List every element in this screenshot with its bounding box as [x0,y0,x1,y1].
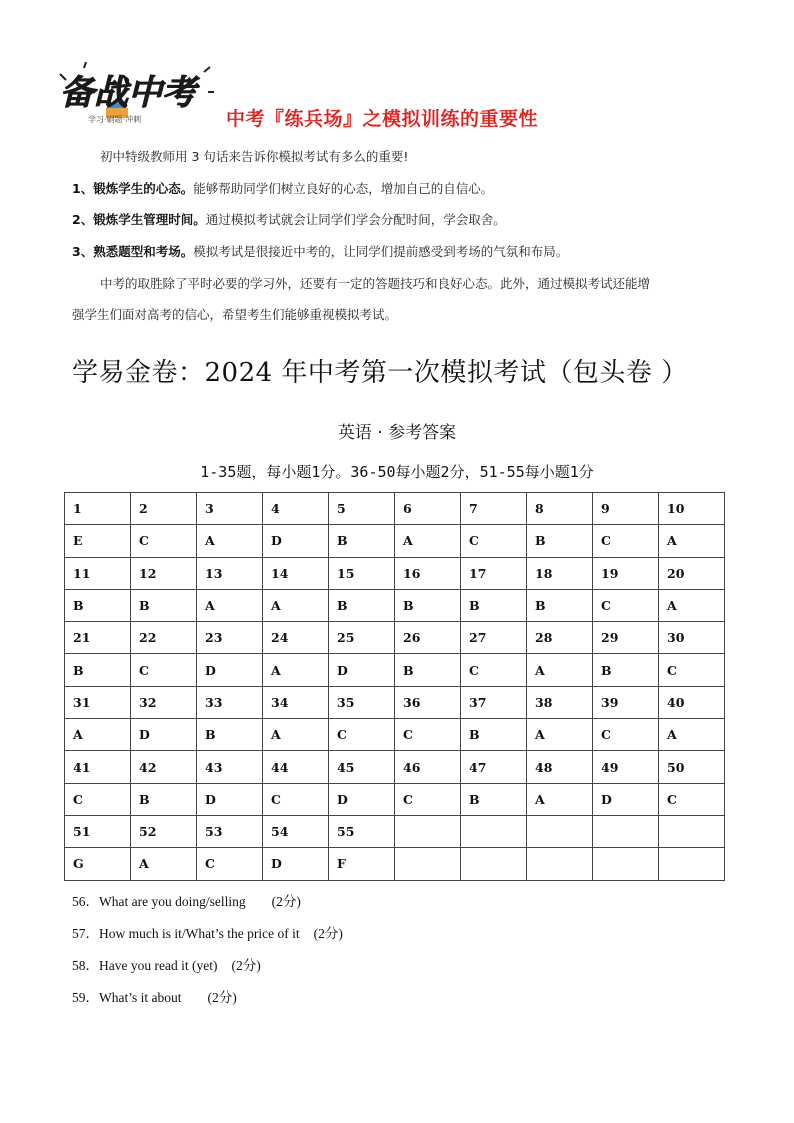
question-number-cell: 55 [329,815,395,847]
question-number-cell: 47 [461,751,527,783]
answer-cell: D [263,848,329,880]
written-answer-56 [72,890,301,910]
answer-cell: A [527,719,593,751]
question-number-cell: 15 [329,557,395,589]
promo-point-2-text: 通过模拟考试就会让同学们学会分配时间，学会取舍。 [205,212,506,227]
written-answer-number: 57． [72,926,99,941]
question-number-cell: 1 [65,493,131,525]
answer-cell: A [197,589,263,621]
question-number-cell: 50 [659,751,725,783]
promo-point-1-text: 能够帮助同学们树立良好的心态，增加自己的自信心。 [193,181,494,196]
question-number-cell: 48 [527,751,593,783]
answer-cell: C [197,848,263,880]
question-number-cell: 6 [395,493,461,525]
question-number-cell [659,815,725,847]
written-answer-59 [72,986,237,1006]
question-number-cell: 38 [527,686,593,718]
answer-cell: C [65,783,131,815]
question-number-cell: 21 [65,622,131,654]
answer-cell: A [659,719,725,751]
question-number-cell: 40 [659,686,725,718]
promo-point-3 [72,242,568,260]
question-number-cell: 4 [263,493,329,525]
written-answer-number: 59． [72,990,99,1005]
page-subtitle: 英语 · 参考答案 [337,423,457,443]
answer-cell: B [329,589,395,621]
answer-cell: A [263,654,329,686]
answer-cell [527,848,593,880]
question-number-cell: 9 [593,493,659,525]
written-answer-mark: (2分) [231,958,261,973]
question-number-cell: 44 [263,751,329,783]
answer-cell: C [395,783,461,815]
answer-cell [659,848,725,880]
answer-row [65,719,725,751]
question-number-row [65,815,725,847]
answer-cell: B [131,783,197,815]
answer-cell: B [65,589,131,621]
question-number-cell: 35 [329,686,395,718]
question-number-cell: 5 [329,493,395,525]
answer-cell [395,848,461,880]
answer-cell: C [131,654,197,686]
written-answer-mark: (2分) [313,926,343,941]
question-number-cell: 3 [197,493,263,525]
question-number-cell: 26 [395,622,461,654]
answer-cell: D [329,654,395,686]
written-answer-text: Have you read it (yet) [99,958,218,973]
promo-point-2-heading: 2、锻炼学生管理时间。 [72,212,206,227]
question-number-cell: 13 [197,557,263,589]
question-number-cell: 29 [593,622,659,654]
question-number-cell: 43 [197,751,263,783]
question-number-cell: 54 [263,815,329,847]
promo-closing-line-2: 强学生们面对高考的信心，希望考生们能够重视模拟考试。 [72,307,398,322]
question-number-cell: 10 [659,493,725,525]
answer-cell: G [65,848,131,880]
question-number-cell: 42 [131,751,197,783]
answer-cell: A [263,719,329,751]
question-number-cell [395,815,461,847]
question-number-cell: 49 [593,751,659,783]
logo [54,62,214,128]
answer-cell: A [131,848,197,880]
answer-cell: C [593,719,659,751]
answer-row [65,783,725,815]
written-answer-text: What are you doing/selling [99,894,246,909]
answer-cell: D [329,783,395,815]
answer-cell: E [65,525,131,557]
answer-cell: C [263,783,329,815]
answer-cell: C [329,719,395,751]
question-number-cell: 30 [659,622,725,654]
answer-cell: D [593,783,659,815]
question-number-cell: 12 [131,557,197,589]
question-number-row [65,557,725,589]
question-number-cell: 24 [263,622,329,654]
answer-cell: A [659,589,725,621]
answer-cell: B [329,525,395,557]
question-number-cell: 46 [395,751,461,783]
answer-cell: A [527,783,593,815]
answer-cell: B [461,783,527,815]
answer-cell: F [329,848,395,880]
question-number-cell [593,815,659,847]
answer-cell: B [527,589,593,621]
written-answer-57 [72,922,343,942]
promo-intro: 初中特级教师用 3 句话来告诉你模拟考试有多么的重要! [100,149,409,164]
answer-cell: A [65,719,131,751]
written-answer-58 [72,954,261,974]
answer-cell: A [659,525,725,557]
question-number-cell: 7 [461,493,527,525]
question-number-row [65,493,725,525]
written-answer-mark: (2分) [207,990,237,1005]
answer-cell: D [197,783,263,815]
answer-cell: C [461,654,527,686]
question-number-cell [461,815,527,847]
question-number-cell: 14 [263,557,329,589]
promo-point-3-heading: 3、熟悉题型和考场。 [72,244,194,259]
logo-text: 备战中考 [60,73,196,113]
promo-title: 中考『练兵场』之模拟训练的重要性 [226,108,539,130]
answer-cell: C [593,589,659,621]
question-number-cell: 41 [65,751,131,783]
answer-cell: A [197,525,263,557]
question-number-cell: 36 [395,686,461,718]
question-number-cell: 37 [461,686,527,718]
promo-point-1-heading: 1、锻炼学生的心态。 [72,181,194,196]
answer-row [65,525,725,557]
answer-table [64,492,725,881]
question-number-cell: 32 [131,686,197,718]
answer-cell: C [461,525,527,557]
answer-cell: B [131,589,197,621]
answer-cell: D [131,719,197,751]
answer-cell: B [461,719,527,751]
answer-cell [593,848,659,880]
promo-point-2 [72,210,506,228]
answer-cell: B [65,654,131,686]
question-number-cell: 53 [197,815,263,847]
answer-row [65,654,725,686]
page-title: 学易金卷：2024 年中考第一次模拟考试（包头卷 ） [72,358,688,388]
written-answer-text: How much is it/What’s the price of it [99,926,300,941]
question-number-cell: 51 [65,815,131,847]
answer-cell: B [527,525,593,557]
scoring-note: 1-35题，每小题1分。36-50每小题2分，51-55每小题1分 [200,463,594,481]
question-number-cell: 22 [131,622,197,654]
answer-cell: B [461,589,527,621]
answer-cell: C [131,525,197,557]
promo-closing-line-1: 中考的取胜除了平时必要的学习外，还要有一定的答题技巧和良好心态。此外，通过模拟考试还能增 [100,276,651,291]
answer-cell: A [263,589,329,621]
question-number-cell: 45 [329,751,395,783]
question-number-cell: 2 [131,493,197,525]
logo-tagline: 学习·刷题·冲刺 [88,115,142,124]
answer-cell [461,848,527,880]
question-number-cell: 11 [65,557,131,589]
question-number-cell: 34 [263,686,329,718]
answer-cell: C [659,654,725,686]
question-number-cell: 31 [65,686,131,718]
question-number-cell: 28 [527,622,593,654]
question-number-row [65,686,725,718]
question-number-cell: 25 [329,622,395,654]
written-answer-number: 58． [72,958,99,973]
question-number-cell: 20 [659,557,725,589]
question-number-row [65,751,725,783]
promo-point-1 [72,179,493,197]
question-number-cell: 39 [593,686,659,718]
written-answer-mark: (2分) [271,894,301,909]
answer-cell: A [395,525,461,557]
question-number-cell [527,815,593,847]
written-answer-number: 56． [72,894,99,909]
answer-cell: D [197,654,263,686]
answer-cell: B [395,589,461,621]
question-number-cell: 18 [527,557,593,589]
answer-cell: B [593,654,659,686]
question-number-cell: 33 [197,686,263,718]
answer-cell: C [395,719,461,751]
answer-row [65,589,725,621]
promo-point-3-text: 模拟考试是很接近中考的，让同学们提前感受到考场的气氛和布局。 [193,244,569,259]
answer-cell: B [395,654,461,686]
answer-row [65,848,725,880]
answer-cell: D [263,525,329,557]
question-number-cell: 23 [197,622,263,654]
question-number-cell: 27 [461,622,527,654]
question-number-cell: 8 [527,493,593,525]
answer-cell: C [593,525,659,557]
answer-cell: A [527,654,593,686]
question-number-cell: 17 [461,557,527,589]
question-number-cell: 52 [131,815,197,847]
answer-cell: C [659,783,725,815]
question-number-cell: 19 [593,557,659,589]
answer-cell: B [197,719,263,751]
written-answer-text: What’s it about [99,990,182,1005]
question-number-cell: 16 [395,557,461,589]
question-number-row [65,622,725,654]
